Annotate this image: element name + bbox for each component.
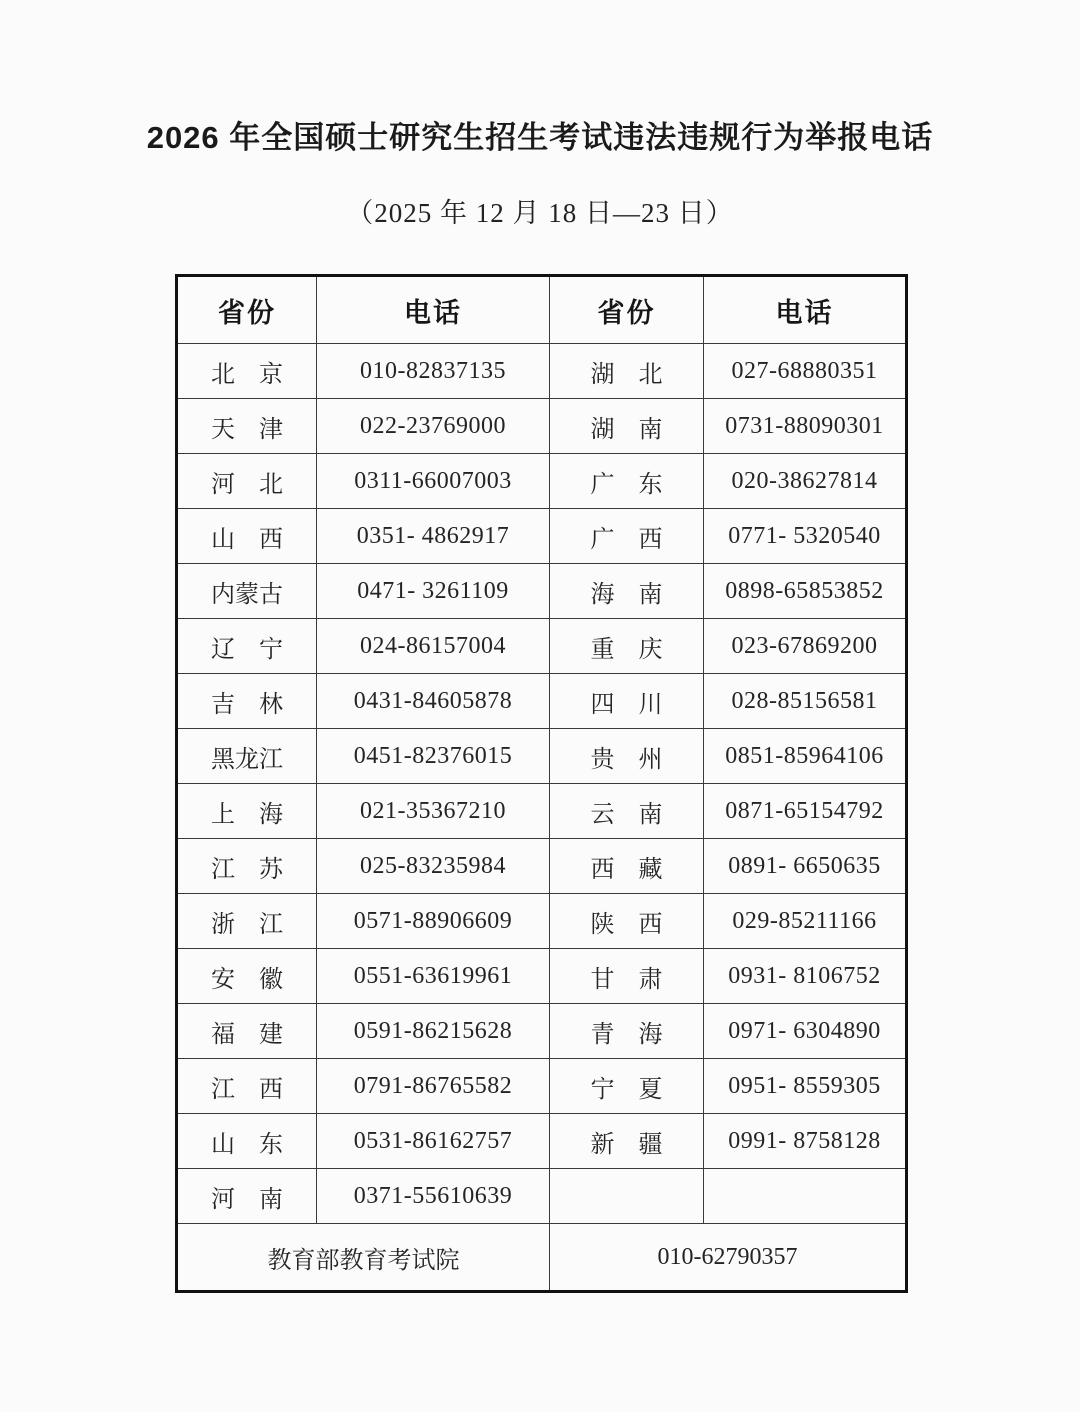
province-cell: 天 津 xyxy=(177,399,317,454)
province-cell: 辽 宁 xyxy=(177,619,317,674)
province-cell: 福 建 xyxy=(177,1004,317,1059)
province-cell: 海 南 xyxy=(550,564,704,619)
phone-cell: 0591-86215628 xyxy=(317,1004,550,1059)
province-cell: 江 西 xyxy=(177,1059,317,1114)
province-cell xyxy=(550,1169,704,1224)
province-cell: 甘 肃 xyxy=(550,949,704,1004)
table-header xyxy=(177,276,907,344)
phone-cell: 029-85211166 xyxy=(704,894,907,949)
table-footer xyxy=(177,1224,907,1292)
province-cell: 湖 南 xyxy=(550,399,704,454)
province-cell: 河 南 xyxy=(177,1169,317,1224)
phone-cell: 0951- 8559305 xyxy=(704,1059,907,1114)
province-cell: 西 藏 xyxy=(550,839,704,894)
province-cell: 上 海 xyxy=(177,784,317,839)
phone-cell: 023-67869200 xyxy=(704,619,907,674)
province-cell: 山 西 xyxy=(177,509,317,564)
table-row xyxy=(177,674,907,729)
phone-cell: 0851-85964106 xyxy=(704,729,907,784)
phone-cell: 0731-88090301 xyxy=(704,399,907,454)
province-cell: 宁 夏 xyxy=(550,1059,704,1114)
phone-cell: 0791-86765582 xyxy=(317,1059,550,1114)
header-province-left: 省份 xyxy=(177,276,317,344)
table-row xyxy=(177,1059,907,1114)
province-cell: 青 海 xyxy=(550,1004,704,1059)
phone-cell: 0891- 6650635 xyxy=(704,839,907,894)
province-cell: 北 京 xyxy=(177,344,317,399)
province-cell: 黑龙江 xyxy=(177,729,317,784)
header-phone-left: 电话 xyxy=(317,276,550,344)
table-row xyxy=(177,619,907,674)
province-cell: 湖 北 xyxy=(550,344,704,399)
phone-cell: 022-23769000 xyxy=(317,399,550,454)
table-row xyxy=(177,784,907,839)
phone-cell: 010-82837135 xyxy=(317,344,550,399)
phone-cell: 0571-88906609 xyxy=(317,894,550,949)
province-cell: 广 东 xyxy=(550,454,704,509)
table-row xyxy=(177,1004,907,1059)
phone-cell: 0971- 6304890 xyxy=(704,1004,907,1059)
phone-cell xyxy=(704,1169,907,1224)
table-row xyxy=(177,399,907,454)
header-province-right: 省份 xyxy=(550,276,704,344)
phone-cell: 0991- 8758128 xyxy=(704,1114,907,1169)
footer-row xyxy=(177,1224,907,1292)
phone-cell: 0871-65154792 xyxy=(704,784,907,839)
table-row xyxy=(177,564,907,619)
header-row xyxy=(177,276,907,344)
province-cell: 四 川 xyxy=(550,674,704,729)
table-row xyxy=(177,949,907,1004)
province-cell: 广 西 xyxy=(550,509,704,564)
table-body xyxy=(177,344,907,1224)
phone-cell: 0551-63619961 xyxy=(317,949,550,1004)
table-row xyxy=(177,454,907,509)
province-cell: 山 东 xyxy=(177,1114,317,1169)
province-cell: 陕 西 xyxy=(550,894,704,949)
table-row xyxy=(177,1114,907,1169)
phone-cell: 0351- 4862917 xyxy=(317,509,550,564)
phone-cell: 020-38627814 xyxy=(704,454,907,509)
province-cell: 吉 林 xyxy=(177,674,317,729)
phone-cell: 0431-84605878 xyxy=(317,674,550,729)
phone-cell: 0311-66007003 xyxy=(317,454,550,509)
phone-cell: 028-85156581 xyxy=(704,674,907,729)
province-cell: 贵 州 xyxy=(550,729,704,784)
province-cell: 重 庆 xyxy=(550,619,704,674)
phone-cell: 0771- 5320540 xyxy=(704,509,907,564)
phone-cell: 025-83235984 xyxy=(317,839,550,894)
table-row xyxy=(177,729,907,784)
province-cell: 安 徽 xyxy=(177,949,317,1004)
footer-org-cell: 教育部教育考试院 xyxy=(177,1224,550,1292)
phone-cell: 0471- 3261109 xyxy=(317,564,550,619)
province-cell: 云 南 xyxy=(550,784,704,839)
phone-cell: 0898-65853852 xyxy=(704,564,907,619)
province-cell: 河 北 xyxy=(177,454,317,509)
phone-cell: 024-86157004 xyxy=(317,619,550,674)
table-row xyxy=(177,894,907,949)
phone-cell: 0371-55610639 xyxy=(317,1169,550,1224)
province-cell: 新 疆 xyxy=(550,1114,704,1169)
phone-cell: 027-68880351 xyxy=(704,344,907,399)
province-cell: 江 苏 xyxy=(177,839,317,894)
phone-cell: 021-35367210 xyxy=(317,784,550,839)
table-row xyxy=(177,839,907,894)
table-row xyxy=(177,344,907,399)
province-cell: 内蒙古 xyxy=(177,564,317,619)
hotline-table xyxy=(175,274,908,1293)
phone-cell: 0531-86162757 xyxy=(317,1114,550,1169)
table-row xyxy=(177,509,907,564)
province-cell: 浙 江 xyxy=(177,894,317,949)
header-phone-right: 电话 xyxy=(704,276,907,344)
footer-phone-cell: 010-62790357 xyxy=(550,1224,907,1292)
phone-cell: 0931- 8106752 xyxy=(704,949,907,1004)
table-row xyxy=(177,1169,907,1224)
phone-cell: 0451-82376015 xyxy=(317,729,550,784)
page-subtitle: （2025 年 12 月 18 日—23 日） xyxy=(346,198,734,228)
page-title: 2026 年全国硕士研究生招生考试违法违规行为举报电话 xyxy=(146,120,934,155)
